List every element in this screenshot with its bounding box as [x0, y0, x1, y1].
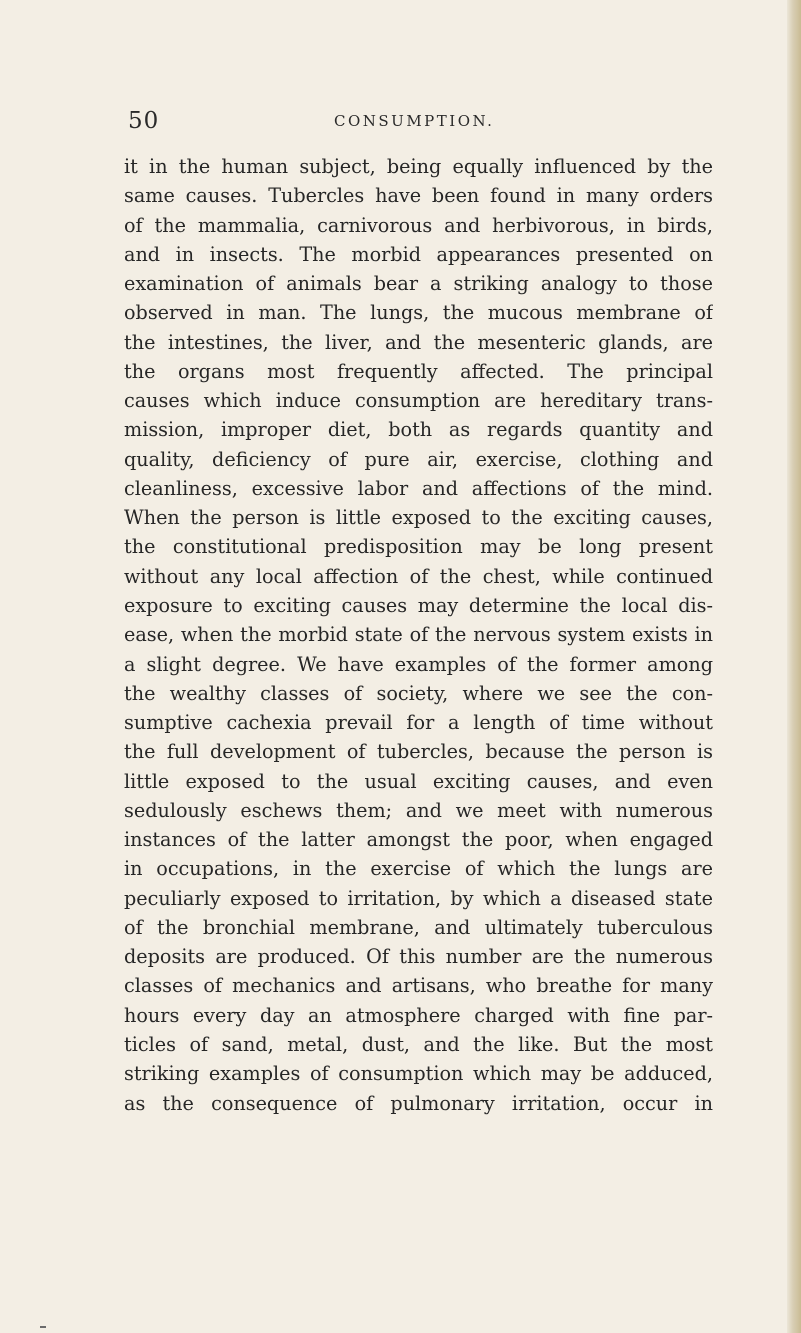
text-line: the organs most frequently affected. The principal [124, 359, 713, 383]
text-line: a slight degree. We have examples of the former among [124, 652, 713, 676]
text-line: ticles of sand, metal, dust, and the like. But the most [124, 1032, 713, 1056]
text-line: little exposed to the usual exciting causes, and even [124, 769, 713, 793]
text-line: of the mammalia, carnivorous and herbivorous, in birds, [124, 213, 713, 237]
text-line: deposits are produced. Of this number are the numerous [124, 945, 713, 969]
text-line: hours every day an atmosphere charged with fine par- [124, 1003, 713, 1027]
text-line: the constitutional predisposition may be long present [124, 535, 713, 559]
page-edge-shadow [787, 0, 801, 1333]
text-line: the wealthy classes of society, where we see the con- [124, 681, 713, 705]
text-line: without any local affection of the chest, while continued [124, 564, 713, 588]
text-line: instances of the latter amongst the poor, when engaged [124, 828, 713, 852]
text-line: sumptive cachexia prevail for a length of time without [124, 711, 713, 735]
text-line: it in the human subject, being equally influenced by the [124, 155, 713, 178]
text-line: same causes. Tubercles have been found in many orders [124, 184, 713, 208]
scan-mark [40, 1326, 46, 1328]
text-line: peculiarly exposed to irritation, by which a diseased state [124, 886, 713, 910]
text-line: observed in man. The lungs, the mucous membrane of [124, 301, 713, 325]
text-line: ease, when the morbid state of the nervous system exists in [124, 623, 713, 647]
text-line: the intestines, the liver, and the mesenteric glands, are [124, 330, 713, 354]
text-line: cleanliness, excessive labor and affections of the mind. [124, 476, 713, 500]
text-line: in occupations, in the exercise of which the lungs are [124, 857, 713, 881]
text-line: the full development of tubercles, because the person is [124, 740, 713, 764]
page-number: 50 [128, 108, 160, 134]
text-line: classes of mechanics and artisans, who breathe for many [124, 974, 713, 998]
text-line: causes which induce consumption are hereditary trans- [124, 389, 713, 413]
text-line: as the consequence of pulmonary irritation, occur in [124, 1091, 713, 1115]
text-line: of the bronchial membrane, and ultimately tuberculous [124, 915, 713, 939]
text-line: quality, deficiency of pure air, exercise, clothing and [124, 447, 713, 471]
text-line: examination of animals bear a striking analogy to those [124, 272, 713, 296]
text-line: exposure to exciting causes may determine the local dis- [124, 593, 713, 617]
text-line: mission, improper diet, both as regards quantity and [124, 418, 713, 442]
text-line: striking examples of consumption which may be adduced, [124, 1062, 713, 1086]
body-text [124, 152, 713, 1118]
running-head [0, 108, 801, 138]
text-line: sedulously eschews them; and we meet with numerous [124, 798, 713, 822]
text-line: and in insects. The morbid appearances presented on [124, 242, 713, 266]
running-title: CONSUMPTION. [334, 112, 495, 130]
text-line: When the person is little exposed to the exciting causes, [124, 506, 713, 530]
